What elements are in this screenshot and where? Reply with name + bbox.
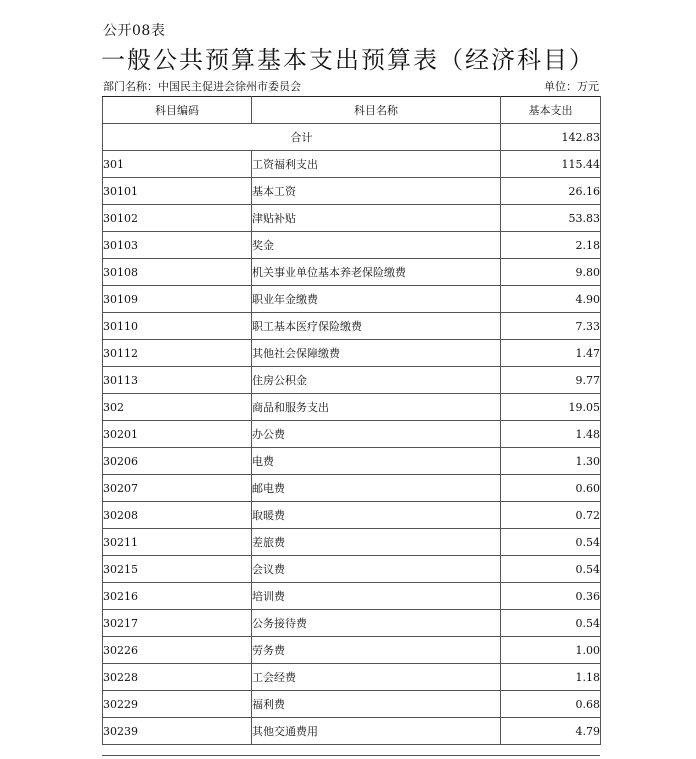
table-row bbox=[103, 448, 601, 475]
column-header-code: 科目编码 bbox=[103, 97, 252, 124]
table-row bbox=[103, 610, 601, 637]
subject-code: 30109 bbox=[103, 286, 252, 313]
table-row bbox=[103, 151, 601, 178]
subject-code: 30102 bbox=[103, 205, 252, 232]
subject-code: 30211 bbox=[103, 529, 252, 556]
table-row bbox=[103, 394, 601, 421]
basic-expenditure-amount: 115.44 bbox=[501, 151, 601, 178]
subject-code: 30206 bbox=[103, 448, 252, 475]
subject-code: 30226 bbox=[103, 637, 252, 664]
column-header-name: 科目名称 bbox=[252, 97, 501, 124]
unit-label: 单位：万元 bbox=[544, 80, 599, 93]
table-row bbox=[103, 583, 601, 610]
table-row bbox=[103, 529, 601, 556]
table-row bbox=[103, 502, 601, 529]
table-row bbox=[103, 286, 601, 313]
subject-code: 30207 bbox=[103, 475, 252, 502]
basic-expenditure-amount: 0.60 bbox=[501, 475, 601, 502]
basic-expenditure-amount: 0.54 bbox=[501, 556, 601, 583]
table-row bbox=[103, 313, 601, 340]
subject-name: 培训费 bbox=[252, 583, 501, 610]
form-number: 公开08表 bbox=[103, 23, 166, 39]
subject-name: 其他交通费用 bbox=[252, 718, 501, 745]
basic-expenditure-amount: 0.72 bbox=[501, 502, 601, 529]
table-row bbox=[103, 205, 601, 232]
table-row bbox=[103, 718, 601, 745]
basic-expenditure-amount: 1.00 bbox=[501, 637, 601, 664]
subject-name: 工资福利支出 bbox=[252, 151, 501, 178]
department-name: 部门名称：中国民主促进会徐州市委员会 bbox=[103, 80, 301, 93]
subject-code: 301 bbox=[103, 151, 252, 178]
subject-code: 30201 bbox=[103, 421, 252, 448]
basic-expenditure-amount: 9.77 bbox=[501, 367, 601, 394]
table-row bbox=[103, 259, 601, 286]
table-row bbox=[103, 664, 601, 691]
subject-name: 机关事业单位基本养老保险缴费 bbox=[252, 259, 501, 286]
basic-expenditure-amount: 26.16 bbox=[501, 178, 601, 205]
subject-name: 其他社会保障缴费 bbox=[252, 340, 501, 367]
subject-code: 30217 bbox=[103, 610, 252, 637]
table-row bbox=[103, 556, 601, 583]
subject-code: 30110 bbox=[103, 313, 252, 340]
subject-name: 电费 bbox=[252, 448, 501, 475]
basic-expenditure-amount: 0.68 bbox=[501, 691, 601, 718]
subject-name: 工会经费 bbox=[252, 664, 501, 691]
subject-code: 30103 bbox=[103, 232, 252, 259]
subject-code: 30229 bbox=[103, 691, 252, 718]
basic-expenditure-amount: 0.54 bbox=[501, 610, 601, 637]
basic-expenditure-amount: 53.83 bbox=[501, 205, 601, 232]
subject-name: 公务接待费 bbox=[252, 610, 501, 637]
subject-code: 30228 bbox=[103, 664, 252, 691]
subject-code: 30112 bbox=[103, 340, 252, 367]
subject-code: 30101 bbox=[103, 178, 252, 205]
table-row bbox=[103, 421, 601, 448]
column-header-amount: 基本支出 bbox=[501, 97, 601, 124]
total-label: 合计 bbox=[103, 124, 501, 151]
basic-expenditure-amount: 2.18 bbox=[501, 232, 601, 259]
subject-name: 职工基本医疗保险缴费 bbox=[252, 313, 501, 340]
basic-expenditure-amount: 1.30 bbox=[501, 448, 601, 475]
table-header-row bbox=[103, 97, 601, 124]
subject-name: 福利费 bbox=[252, 691, 501, 718]
table-row bbox=[103, 340, 601, 367]
page-title: 一般公共预算基本支出预算表（经济科目） bbox=[101, 46, 595, 74]
subject-code: 302 bbox=[103, 394, 252, 421]
table-row bbox=[103, 367, 601, 394]
subject-code: 30239 bbox=[103, 718, 252, 745]
table-row bbox=[103, 475, 601, 502]
subject-name: 奖金 bbox=[252, 232, 501, 259]
subject-name: 基本工资 bbox=[252, 178, 501, 205]
subject-name: 差旅费 bbox=[252, 529, 501, 556]
subject-code: 30215 bbox=[103, 556, 252, 583]
table-row bbox=[103, 178, 601, 205]
subject-code: 30113 bbox=[103, 367, 252, 394]
table-row bbox=[103, 637, 601, 664]
subject-code: 30108 bbox=[103, 259, 252, 286]
basic-expenditure-amount: 1.18 bbox=[501, 664, 601, 691]
basic-expenditure-amount: 4.90 bbox=[501, 286, 601, 313]
subject-name: 津贴补贴 bbox=[252, 205, 501, 232]
bottom-rule bbox=[102, 755, 600, 756]
subject-code: 30216 bbox=[103, 583, 252, 610]
total-row bbox=[103, 124, 601, 151]
subject-name: 取暖费 bbox=[252, 502, 501, 529]
total-amount: 142.83 bbox=[501, 124, 601, 151]
subject-name: 商品和服务支出 bbox=[252, 394, 501, 421]
subject-name: 住房公积金 bbox=[252, 367, 501, 394]
subject-name: 会议费 bbox=[252, 556, 501, 583]
basic-expenditure-amount: 0.36 bbox=[501, 583, 601, 610]
basic-expenditure-amount: 4.79 bbox=[501, 718, 601, 745]
subject-name: 劳务费 bbox=[252, 637, 501, 664]
basic-expenditure-amount: 19.05 bbox=[501, 394, 601, 421]
subject-code: 30208 bbox=[103, 502, 252, 529]
basic-expenditure-amount: 0.54 bbox=[501, 529, 601, 556]
budget-table bbox=[102, 96, 601, 745]
basic-expenditure-amount: 9.80 bbox=[501, 259, 601, 286]
basic-expenditure-amount: 1.48 bbox=[501, 421, 601, 448]
table-row bbox=[103, 691, 601, 718]
subject-name: 办公费 bbox=[252, 421, 501, 448]
subject-name: 邮电费 bbox=[252, 475, 501, 502]
table-row bbox=[103, 232, 601, 259]
basic-expenditure-amount: 1.47 bbox=[501, 340, 601, 367]
subject-name: 职业年金缴费 bbox=[252, 286, 501, 313]
basic-expenditure-amount: 7.33 bbox=[501, 313, 601, 340]
